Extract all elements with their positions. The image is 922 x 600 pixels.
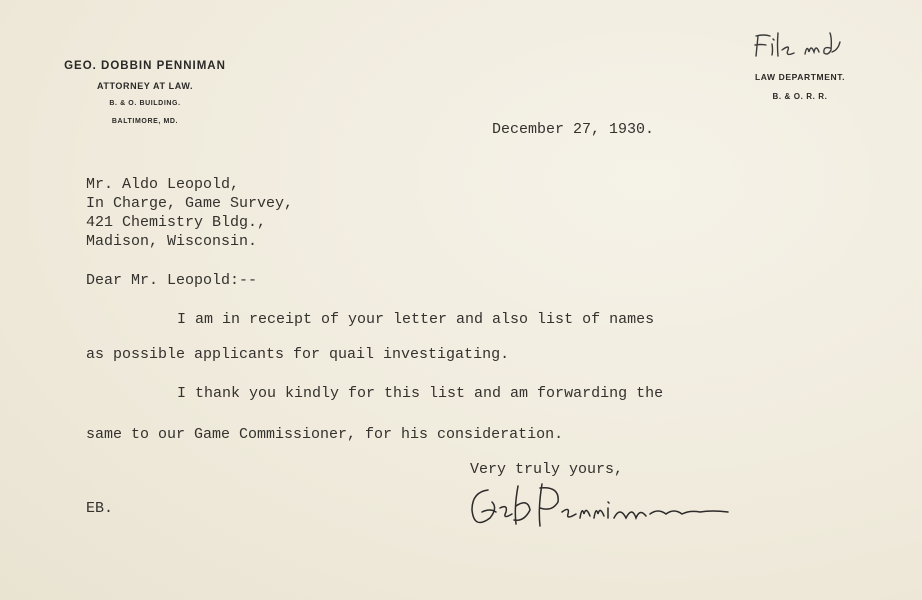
typist-initials: EB. xyxy=(86,500,114,517)
letter-date: December 27, 1930. xyxy=(492,121,655,138)
body-line: same to our Game Commissioner, for his consideration. xyxy=(86,426,564,443)
complimentary-close: Very truly yours, xyxy=(470,461,624,478)
sender-building: B. & O. BUILDING. xyxy=(109,100,181,107)
department-name: LAW DEPARTMENT. xyxy=(754,72,846,82)
handwritten-file-note xyxy=(750,30,850,60)
body-line: I am in receipt of your letter and also list of names xyxy=(177,311,655,328)
address-line: 421 Chemistry Bldg., xyxy=(86,214,267,231)
handwritten-signature xyxy=(460,478,750,538)
body-line: I thank you kindly for this list and am forwarding the xyxy=(177,385,664,402)
sender-name: GEO. DOBBIN PENNIMAN xyxy=(64,60,226,72)
body-line: as possible applicants for quail investigating. xyxy=(86,346,510,363)
letterhead-left xyxy=(40,60,250,125)
sender-title: ATTORNEY AT LAW. xyxy=(96,81,194,91)
letterhead-right xyxy=(730,72,870,101)
address-line: In Charge, Game Survey, xyxy=(86,195,294,212)
salutation: Dear Mr. Leopold:-- xyxy=(86,272,258,289)
recipient-address xyxy=(86,175,293,251)
address-line: Mr. Aldo Leopold, xyxy=(86,176,240,193)
railroad-name: B. & O. R. R. xyxy=(772,92,828,101)
sender-city: BALTIMORE, MD. xyxy=(111,118,179,125)
address-line: Madison, Wisconsin. xyxy=(86,233,258,250)
